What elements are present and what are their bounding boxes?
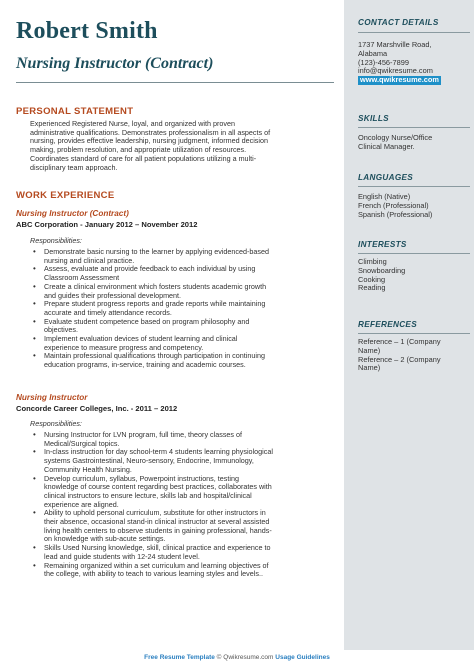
reference-line: Name) <box>358 345 381 355</box>
bullet-item: • In-class instruction for day school-term 4 students learning physiological systems Gastrointestinal, Neuro-sensory, Endocrine, Immunology, Community Health Nursing. <box>30 448 335 474</box>
bullet-item: • Ability to uphold personal curriculum, substitute for other instructors in their absence, occasional stand-in clinical instructor at several assisted living health centers to observe students in gaining professional, hands- on knowledge with sub-acute settings. <box>30 509 335 544</box>
skill-line: Oncology Nurse/Office <box>358 133 433 142</box>
company-line: ABC Corporation - January 2012 – November 2012 <box>16 220 198 229</box>
personal-statement-text <box>30 120 330 172</box>
interest-item: Reading <box>358 283 386 293</box>
website-link[interactable]: www.qwikresume.com <box>360 75 439 85</box>
interests-list <box>358 258 470 293</box>
personal-statement-line: Experienced Registered Nurse, loyal, and organized with proven <box>30 119 235 128</box>
personal-statement-line: disciplinary team approach. <box>30 162 118 172</box>
email-link[interactable]: info@qwikresume.com <box>358 66 433 76</box>
candidate-name: Robert Smith <box>16 18 158 44</box>
personal-statement-heading: PERSONAL STATEMENT <box>16 106 134 117</box>
bullet-item: • Evaluate student competence based on program philosophy and objectives. <box>30 318 335 335</box>
reference-line: Reference – 1 (Company <box>358 337 441 346</box>
free-resume-template-link[interactable]: Free Resume Template <box>144 654 215 661</box>
skills-divider <box>358 127 470 128</box>
language-item: French (Professional) <box>358 200 429 210</box>
personal-statement-line: Coordinates standard of care for all patient populations utilizing a multi- <box>30 153 257 163</box>
skills-heading: SKILLS <box>358 114 389 123</box>
job-1-bullets <box>30 248 335 370</box>
interest-item: Cooking <box>358 274 386 284</box>
job-title: Nursing Instructor <box>16 393 88 402</box>
bullet-item: • Assess, evaluate and provide feedback to each individual by using Classroom Assessment <box>30 265 335 282</box>
personal-statement-line: administrative qualifications. Demonstrates professionalism in all aspects of <box>30 127 271 137</box>
bullet-item: • Nursing Instructor for LVN program, full time, theory classes of Medical/Surgical topics. <box>30 431 335 448</box>
footer-copyright: © Qwikresume.com <box>214 654 276 661</box>
interest-item: Snowboarding <box>358 265 406 275</box>
references-heading: REFERENCES <box>358 320 417 329</box>
language-item: English (Native) <box>358 192 411 201</box>
usage-guidelines-link[interactable]: Usage Guidelines <box>275 654 330 661</box>
interests-divider <box>358 253 470 254</box>
job-title: Nursing Instructor (Contract) <box>16 209 129 218</box>
bullet-item: • Demonstrate basic nursing to the learner by applying evidenced-based nursing and clinical practice. <box>30 248 335 265</box>
sidebar <box>344 0 474 650</box>
bullet-item: • Prepare student progress reports and grade reports while maintaining accurate and timely attendance records. <box>30 300 335 317</box>
personal-statement-line: nursing, provides effective leadership, nursing judgment, informed decision <box>30 136 268 146</box>
company-line: Concorde Career Colleges, Inc. - 2011 – 2012 <box>16 404 178 413</box>
language-item: Spanish (Professional) <box>358 209 433 219</box>
bullet-item: • Create a clinical environment which fosters students academic growth and guides their professional development. <box>30 283 335 300</box>
languages-divider <box>358 186 470 187</box>
candidate-title: Nursing Instructor (Contract) <box>16 55 214 72</box>
bullet-item: • Skills Used Nursing knowledge, skill, clinical practice and experience to lead and guide students with 12-24 student level. <box>30 544 335 561</box>
personal-statement-line: making, problem resolution, and appropriate utilization of resources. <box>30 145 247 155</box>
references-divider <box>358 333 470 334</box>
bullet-item: • Implement evaluation devices of student learning and clinical experience to measure progress and competency. <box>30 335 335 352</box>
contact-divider <box>358 32 470 33</box>
interest-item: Climbing <box>358 257 387 266</box>
languages-list <box>358 193 470 219</box>
work-experience-heading: WORK EXPERIENCE <box>16 190 115 201</box>
contact-heading: CONTACT DETAILS <box>358 18 439 27</box>
references-list <box>358 338 470 373</box>
reference-line: Name) <box>358 363 381 373</box>
phone-number: (123)-456-7899 <box>358 57 409 67</box>
address-line: 1737 Marshville Road, <box>358 40 432 49</box>
skills-list <box>358 134 470 152</box>
skill-line: Clinical Manager. <box>358 141 415 151</box>
bullet-item: • Develop curriculum, syllabus, Powerpoint instructions, testing knowledge of course content regarding best practices, collaborates with clinical instructors to ensure lecture, skills lab and hospital/clinical experience are aligned. <box>30 475 335 510</box>
header-divider <box>16 82 334 83</box>
reference-line: Reference – 2 (Company <box>358 354 441 364</box>
responsibilities-label: Responsibilities: <box>30 236 82 245</box>
responsibilities-label: Responsibilities: <box>30 419 82 428</box>
bullet-item: • Maintain professional qualifications through participation in continuing education programs, in-service, training and academic courses. <box>30 352 335 369</box>
address-line: Alabama <box>358 48 388 58</box>
languages-heading: LANGUAGES <box>358 173 414 182</box>
interests-heading: INTERESTS <box>358 240 407 249</box>
footer <box>0 654 474 661</box>
bullet-item: • Remaining organized within a set curriculum and learning objectives of the college, with ability to teach to various learning styles and levels.. <box>30 562 335 579</box>
job-2-bullets <box>30 431 335 579</box>
contact-details <box>358 41 470 85</box>
